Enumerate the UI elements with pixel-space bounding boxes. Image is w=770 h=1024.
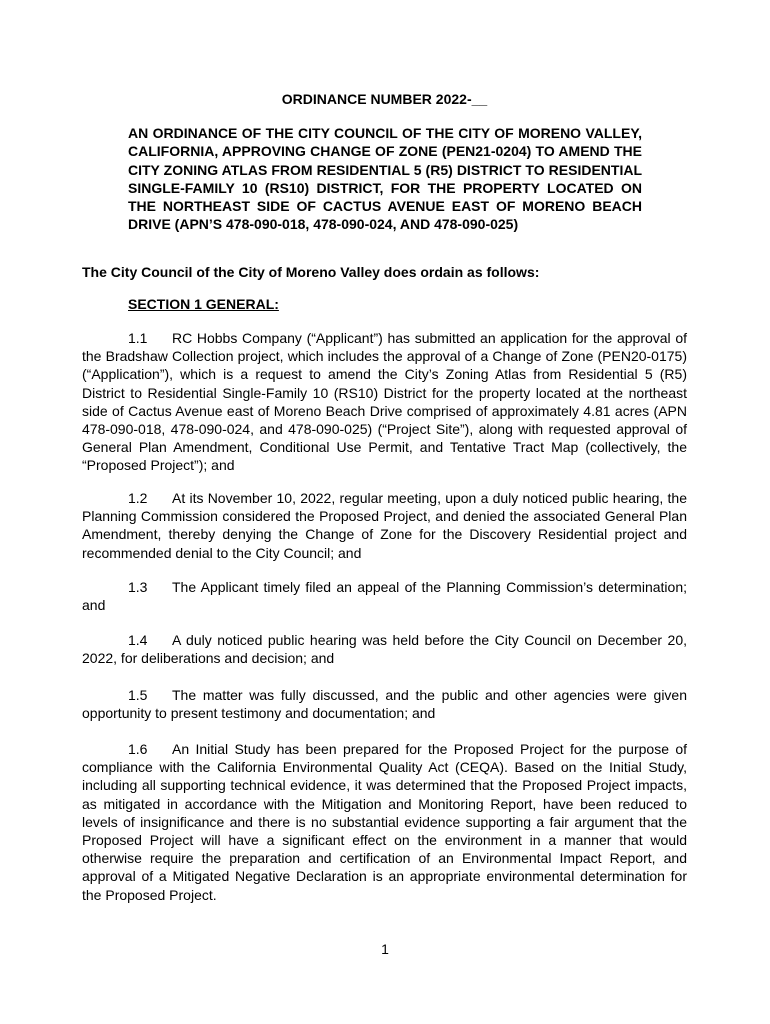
- paragraph-1-2: [82, 489, 687, 562]
- paragraph-number: 1.4: [128, 632, 148, 648]
- page-number: 1: [381, 941, 389, 957]
- paragraph-text: An Initial Study has been prepared for the Proposed Project for the purpose of compliance with the California Environmental Quality Act (CEQA). Based on the Initial Study, including all supporting technical evidence, it was determined that the Proposed Project impacts, as mitigated in accordance with the Mitigation and Monitoring Report, have been reduced to levels of insignificance and there is no substantial evidence supporting a fair argument that the Proposed Project will have a significant effect on the environment in a manner that would otherwise require the preparation and certification of an Environmental Impact Report, and approval of a Mitigated Negative Declaration is an appropriate environmental determination for the Proposed Project.: [82, 741, 687, 903]
- paragraph-1-1: [82, 329, 687, 475]
- paragraph-1-4: [82, 631, 687, 667]
- paragraph-1-6: [82, 740, 687, 904]
- ordain-statement: The City Council of the City of Moreno Valley does ordain as follows:: [82, 264, 540, 280]
- paragraph-text: RC Hobbs Company (“Applicant”) has submitted an application for the approval of the Bradshaw Collection project, which includes the approval of a Change of Zone (PEN20-0175) (“Application”), which is a request to amend the City’s Zoning Atlas from Residential 5 (R5) District to Residential Single-Family 10 (RS10) District for the property located at the northeast side of Cactus Avenue east of Moreno Beach Drive comprised of approximately 4.81 acres (APN 478-090-018, 478-090-024, and 478-090-025) (“Project Site”), along with requested approval of General Plan Amendment, Conditional Use Permit, and Tentative Tract Map (collectively, the “Proposed Project”); and: [82, 330, 687, 474]
- paragraph-number: 1.6: [128, 741, 148, 757]
- paragraph-text: A duly noticed public hearing was held before the City Council on December 20, 2022, for deliberations and decision; and: [82, 632, 687, 667]
- paragraph-number: 1.1: [128, 330, 148, 346]
- paragraph-number: 1.2: [128, 490, 148, 506]
- paragraph-number: 1.3: [128, 579, 148, 595]
- paragraph-text: The Applicant timely filed an appeal of the Planning Commission’s determination; and: [82, 579, 687, 614]
- paragraph-text: The matter was fully discussed, and the public and other agencies were given opportunity to present testimony and documentation; and: [82, 687, 687, 722]
- paragraph-1-3: [82, 578, 687, 614]
- paragraph-1-5: [82, 686, 687, 722]
- ordinance-title: ORDINANCE NUMBER 2022-__: [281, 91, 488, 107]
- paragraph-number: 1.5: [128, 687, 148, 703]
- ordinance-caption: AN ORDINANCE OF THE CITY COUNCIL OF THE CITY OF MORENO VALLEY, CALIFORNIA, APPROVING CHANGE OF ZONE (PEN21-0204) TO AMEND THE CITY ZONING ATLAS FROM RESIDENTIAL 5 (R5) DISTRICT TO RESIDENTIAL SINGLE-FAMILY 10 (RS10) DISTRICT, FOR THE PROPERTY LOCATED ON THE NORTHEAST SIDE OF CACTUS AVENUE EAST OF MORENO BEACH DRIVE (APN’S 478-090-018, 478-090-024, AND 478-090-025): [128, 125, 642, 233]
- paragraph-text: At its November 10, 2022, regular meeting, upon a duly noticed public hearing, the Planning Commission considered the Proposed Project, and denied the associated General Plan Amendment, thereby denying the Change of Zone for the Discovery Residential project and recommended denial to the City Council; and: [82, 490, 687, 561]
- section-1-heading: SECTION 1 GENERAL:: [128, 296, 279, 312]
